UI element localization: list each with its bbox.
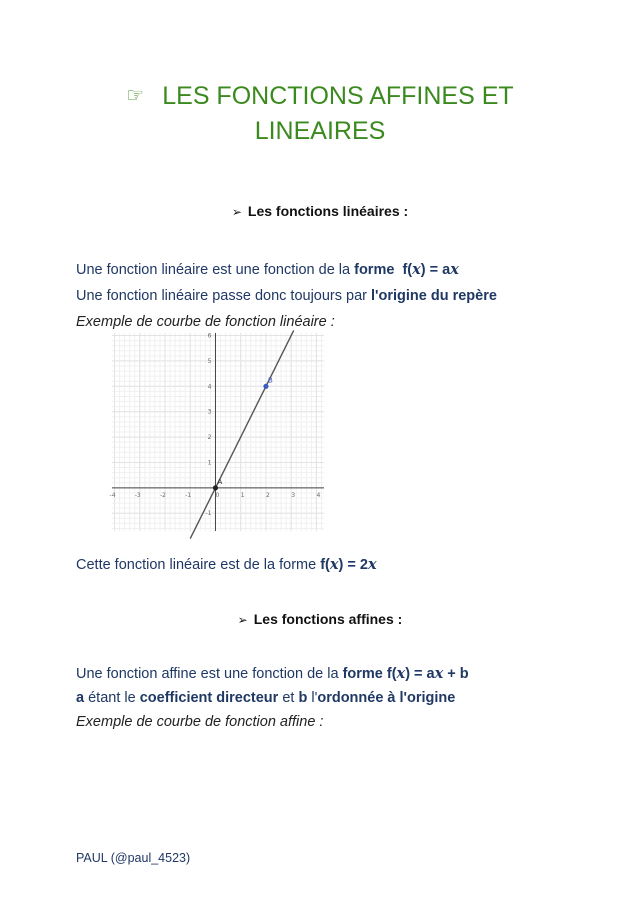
- y-tick-label: -1: [205, 510, 212, 518]
- x-tick-label: 4: [316, 491, 321, 499]
- point-label-b: B: [267, 376, 273, 385]
- author-footer: PAUL (@paul_4523): [76, 851, 191, 865]
- x-tick-label: -4: [109, 491, 116, 499]
- y-tick-label: 3: [207, 408, 212, 416]
- affine-example-caption: Exemple de courbe de fonction affine :: [76, 714, 324, 730]
- title-line-1: LES FONCTIONS AFFINES ET: [162, 82, 514, 110]
- y-tick-label: 1: [207, 459, 212, 467]
- point-a: [213, 485, 218, 490]
- linear-function-graph: [109, 332, 324, 531]
- y-tick-label: 6: [207, 332, 212, 340]
- point-b: [263, 384, 268, 389]
- linear-definition: Une fonction linéaire est une fonction de la forme f(x) = ax: [76, 261, 459, 278]
- arrow-bullet-icon: ➢: [231, 205, 242, 219]
- y-tick-label: 5: [207, 357, 212, 365]
- affine-heading: ➢ Les fonctions affines :: [237, 611, 403, 627]
- x-tick-label: 2: [266, 491, 270, 499]
- page-title: [0, 78, 640, 149]
- linear-heading: ➢ Les fonctions linéaires :: [231, 203, 409, 219]
- affine-coefficients-line: a étant le coefficient directeur et b l'ordonnée à l'origine: [76, 690, 456, 706]
- x-tick-label: 1: [240, 491, 245, 499]
- pointing-hand-icon: ☞: [126, 83, 145, 107]
- y-tick-label: 4: [207, 383, 212, 391]
- x-tick-label: 3: [291, 491, 296, 499]
- arrow-bullet-icon: ➢: [237, 613, 248, 627]
- y-tick-label: 2: [207, 434, 212, 442]
- x-tick-label: -2: [160, 491, 166, 499]
- title-line-2: LINEAIRES: [254, 117, 386, 145]
- point-label-a: A: [217, 477, 223, 486]
- linear-origin-line: Une fonction linéaire passe donc toujours par l'origine du repère: [76, 288, 497, 304]
- x-tick-label: -3: [134, 491, 141, 499]
- x-tick-label: 0: [215, 491, 220, 499]
- x-tick-label: -1: [185, 491, 192, 499]
- affine-definition: Une fonction affine est une fonction de la forme f(x) = ax + b: [76, 665, 469, 682]
- linear-conclusion: Cette fonction linéaire est de la forme f(x) = 2x: [76, 556, 377, 573]
- linear-example-caption: Exemple de courbe de fonction linéaire :: [76, 314, 335, 330]
